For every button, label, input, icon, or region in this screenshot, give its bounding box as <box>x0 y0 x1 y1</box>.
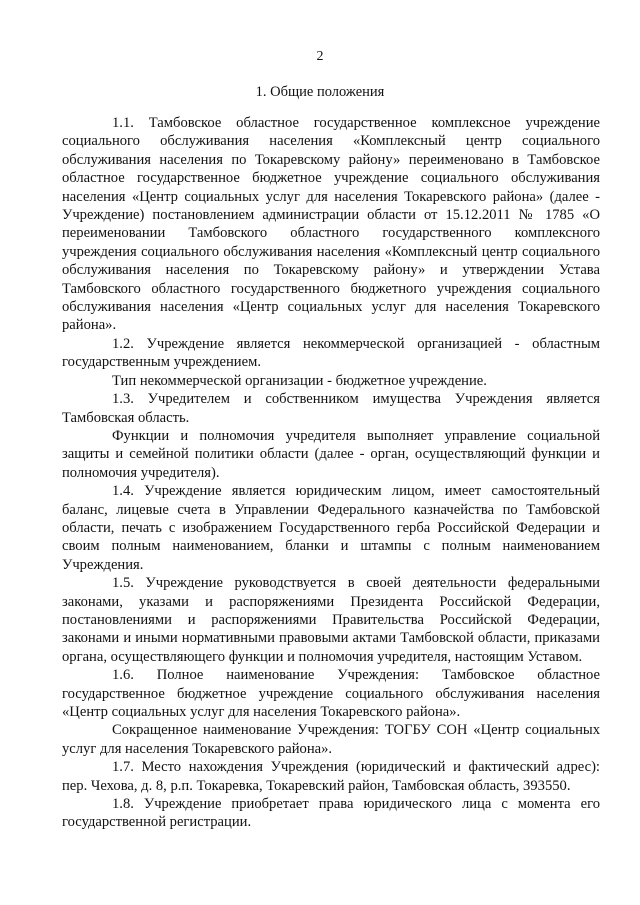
paragraph-1-5: 1.5. Учреждение руководствуется в своей деятельности федеральными законами, указами и распоряжениями Президента Российской Федерации, постановлениями и распоряжениями Правительства Российской Федерации, законами и иными нормативными правовыми актами Тамбовской области, приказами органа, осуществляющего функции и полномочия учредителя, настоящим Уставом. <box>62 575 600 665</box>
paragraph-1-4: 1.4. Учреждение является юридическим лицом, имеет самостоятельный баланс, лицевые счета в Управлении Федерального казначейства по Тамбовской области, печать с изображением Государственного герба Российской Федерации и своим полным наименованием, бланки и штампы с полным наименованием Учреждения. <box>62 483 600 573</box>
paragraph-1-1: 1.1. Тамбовское областное государственное комплексное учреждение социального обслуживания населения «Комплексный центр социального обслуживания населения по Токаревскому району» переименовано в Тамбовское областное государственное бюджетное учреждение социального обслуживания населения «Центр социальных услуг для населения Токаревского района» (далее - Учреждение) постановлением администрации области от 15.12.2011 № 1785 «О переименовании Тамбовского областного государственного комплексного учреждения социального обслуживания населения «Комплексный центр социального обслуживания населения по Токаревскому району» и утверждении Устава Тамбовского областного государственного бюджетного учреждения социального обслуживания населения «Центр социальных услуг для населения Токаревского района». <box>62 115 600 334</box>
paragraph-1-3: 1.3. Учредителем и собственником имущества Учреждения является Тамбовская область. <box>62 391 600 426</box>
paragraph-short-name: Сокращенное наименование Учреждения: ТОГБУ СОН «Центр социальных услуг для населения Токаревского района». <box>62 722 600 757</box>
page-number: 2 <box>316 49 324 64</box>
paragraph-1-7: 1.7. Место нахождения Учреждения (юридический и фактический адрес): пер. Чехова, д. 8, р.п. Токаревка, Токаревский район, Тамбовская область, 393550. <box>62 759 600 794</box>
paragraph-org-type: Тип некоммерческой организации - бюджетное учреждение. <box>112 372 487 389</box>
paragraph-1-2: 1.2. Учреждение является некоммерческой организацией - областным государственным учреждением. <box>62 335 600 371</box>
paragraph-founder-functions: Функции и полномочия учредителя выполняет управление социальной защиты и семейной политики области (далее - орган, осуществляющий функции и полномочия учредителя). <box>62 427 600 481</box>
document-body <box>62 114 600 832</box>
paragraph-1-8: 1.8. Учреждение приобретает права юридического лица с момента его государственной регистрации. <box>62 796 600 831</box>
paragraph-1-6: 1.6. Полное наименование Учреждения: Тамбовское областное государственное бюджетное учреждение социального обслуживания населения «Центр социальных услуг для населения Токаревского района». <box>62 667 600 720</box>
section-title: 1. Общие положения <box>255 84 385 100</box>
